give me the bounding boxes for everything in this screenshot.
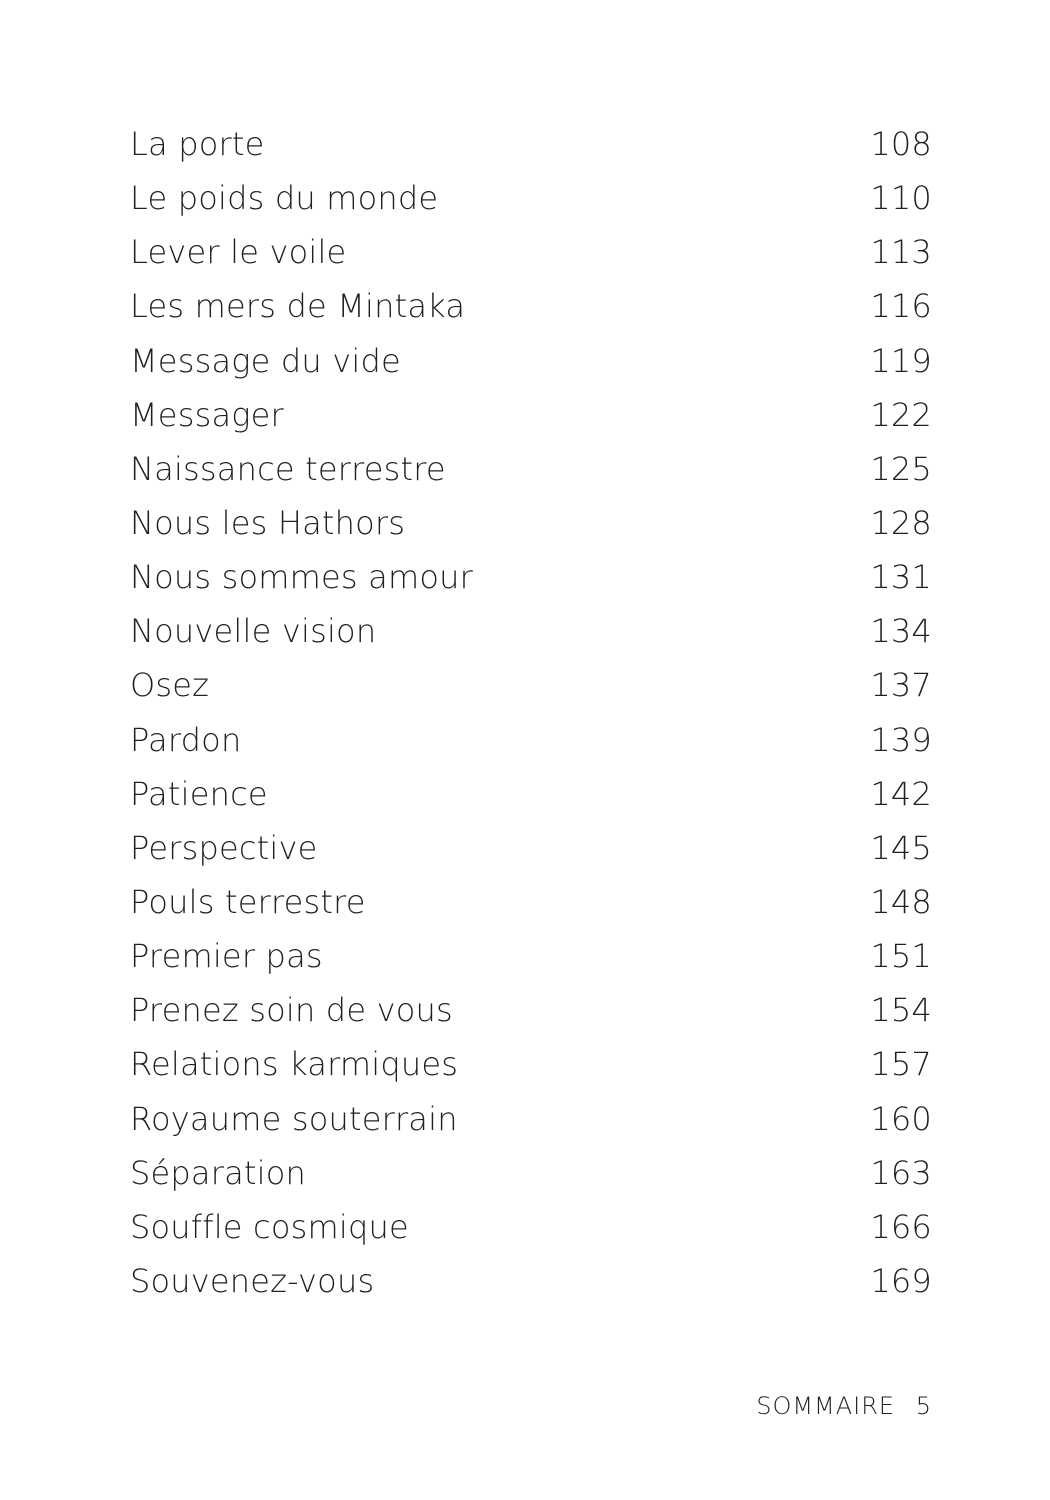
toc-entry-page: 134: [870, 612, 932, 651]
toc-entry-title: Prenez soin de vous: [130, 991, 453, 1030]
toc-entry[interactable]: [130, 171, 932, 225]
toc-entry[interactable]: [130, 658, 932, 712]
toc-entry[interactable]: [130, 279, 932, 333]
toc-entry[interactable]: [130, 713, 932, 767]
toc-entry-title: Pouls terrestre: [130, 882, 366, 921]
toc-entry-title: Naissance terrestre: [130, 449, 446, 488]
toc-entry-title: Perspective: [130, 828, 318, 867]
toc-entry-page: 157: [870, 1045, 932, 1084]
toc-entry[interactable]: [130, 496, 932, 550]
toc-entry-page: 137: [870, 666, 932, 705]
toc-entry[interactable]: [130, 1092, 932, 1146]
toc-entry[interactable]: [130, 117, 932, 171]
toc-entry-title: Patience: [130, 774, 268, 813]
toc-entry-title: Royaume souterrain: [130, 1099, 458, 1138]
toc-entry-page: 122: [870, 395, 932, 434]
toc-entry-title: Nous les Hathors: [130, 503, 406, 542]
toc-entry-page: 160: [870, 1099, 932, 1138]
toc-entry-title: Nous sommes amour: [130, 558, 473, 597]
toc-entry-title: Séparation: [130, 1153, 306, 1192]
toc-entry[interactable]: [130, 983, 932, 1037]
toc-entry-title: Les mers de Mintaka: [130, 287, 466, 326]
toc-entry[interactable]: [130, 767, 932, 821]
table-of-contents: [130, 117, 932, 1308]
toc-entry[interactable]: [130, 1146, 932, 1200]
toc-entry[interactable]: [130, 821, 932, 875]
toc-entry-page: 169: [870, 1261, 932, 1300]
toc-entry-title: La porte: [130, 125, 265, 163]
toc-entry-page: 108: [870, 125, 932, 163]
toc-entry-title: Pardon: [130, 720, 242, 759]
toc-entry-title: Premier pas: [130, 937, 323, 976]
toc-entry-title: Message du vide: [130, 341, 401, 380]
toc-entry[interactable]: [130, 550, 932, 604]
toc-entry-page: 154: [870, 991, 932, 1030]
toc-entry-title: Messager: [130, 395, 284, 434]
toc-entry-page: 110: [870, 179, 932, 218]
toc-entry-title: Le poids du monde: [130, 179, 439, 218]
toc-entry-page: 119: [870, 341, 932, 380]
toc-entry-page: 166: [870, 1207, 932, 1246]
toc-entry-title: Souffle cosmique: [130, 1207, 409, 1246]
toc-entry-title: Lever le voile: [130, 233, 347, 272]
toc-entry-page: 148: [870, 882, 932, 921]
toc-entry[interactable]: [130, 1254, 932, 1308]
toc-entry-page: 142: [870, 774, 932, 813]
toc-entry[interactable]: [130, 604, 932, 658]
toc-entry-title: Souvenez-vous: [130, 1261, 375, 1300]
toc-entry[interactable]: [130, 225, 932, 279]
toc-entry[interactable]: [130, 875, 932, 929]
footer-page-number: 5: [915, 1392, 932, 1420]
toc-entry-page: 163: [870, 1153, 932, 1192]
toc-entry-title: Osez: [130, 666, 210, 705]
toc-entry-page: 128: [870, 503, 932, 542]
toc-entry-page: 131: [870, 558, 932, 597]
toc-entry[interactable]: [130, 929, 932, 983]
page-footer: [756, 1392, 932, 1420]
footer-section-label: SOMMAIRE: [756, 1392, 896, 1420]
toc-entry-page: 116: [870, 287, 932, 326]
toc-entry-title: Relations karmiques: [130, 1045, 459, 1084]
toc-entry-page: 125: [870, 449, 932, 488]
toc-entry-page: 151: [870, 937, 932, 976]
toc-entry-title: Nouvelle vision: [130, 612, 377, 651]
toc-entry-page: 145: [870, 828, 932, 867]
toc-entry[interactable]: [130, 1200, 932, 1254]
toc-entry-page: 113: [870, 233, 932, 272]
toc-entry[interactable]: [130, 1037, 932, 1091]
toc-entry-page: 139: [870, 720, 932, 759]
toc-entry[interactable]: [130, 388, 932, 442]
toc-entry[interactable]: [130, 442, 932, 496]
toc-entry[interactable]: [130, 334, 932, 388]
